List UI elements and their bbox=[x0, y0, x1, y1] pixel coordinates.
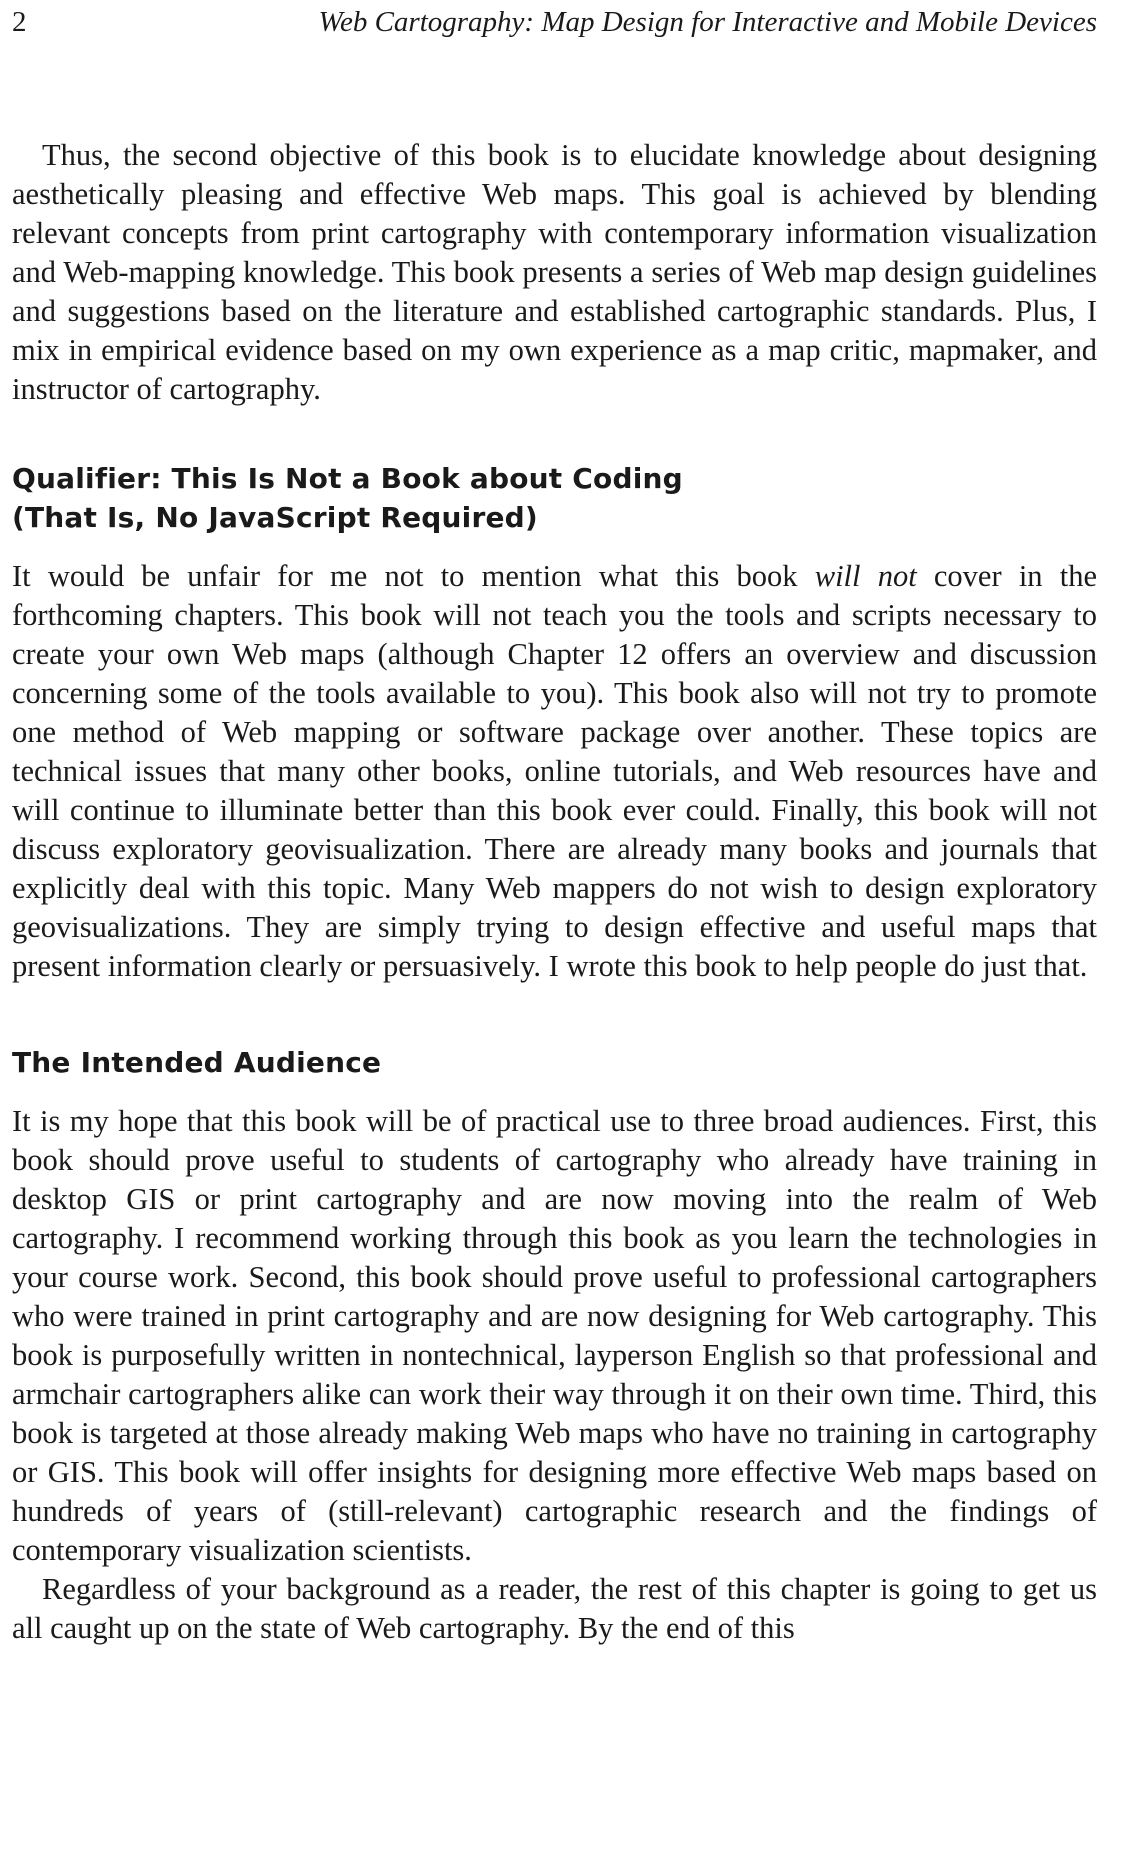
spacer bbox=[12, 537, 1097, 557]
spacer bbox=[12, 986, 1097, 1043]
qualifier-paragraph bbox=[12, 557, 1097, 986]
body-text bbox=[12, 136, 1097, 1648]
section-heading-qualifier bbox=[12, 459, 1097, 537]
book-title: Web Cartography: Map Design for Interactive and Mobile Devices bbox=[318, 6, 1097, 38]
background-paragraph: Regardless of your background as a reader, the rest of this chapter is going to get us all caught up on the state of Web cartography. By the end of this bbox=[12, 1572, 1097, 1645]
running-header bbox=[12, 6, 1097, 46]
qualifier-text-end: cover in the forthcoming chapters. This book will not teach you the tools and scripts necessary to create your own Web maps (although Chapter 12 offers an overview and discussion concerning some of the tools available to you). This book also will not try to promote one method of Web mapping or software package over another. These topics are technical issues that many other books, online tutorials, and Web resources have and will continue to illuminate better than this book ever could. Finally, this book will not discuss exploratory geovisualization. There are already many books and journals that explicitly deal with this topic. Many Web mappers do not wish to design exploratory geovisualizations. They are simply trying to design effective and useful maps that present information clearly or persuasively. I wrote this book to help people do just that. bbox=[12, 559, 1098, 983]
spacer bbox=[12, 409, 1097, 459]
page-number: 2 bbox=[12, 6, 27, 38]
audience-paragraph: It is my hope that this book will be of practical use to three broad audiences. First, this book should prove useful to students of cartography who already have training in desktop GIS or print cartography and are now moving into the realm of Web cartography. I recommend working through this book as you learn the technologies in your course work. Second, this book should prove useful to professional cartographers who were trained in print cartography and are now designing for Web cartography. This book is purposefully written in nontechnical, layperson English so that professional and armchair cartographers alike can work their way through it on their own time. Third, this book is targeted at those already making Web maps who have no training in cartography or GIS. This book will offer insights for designing more effective Web maps based on hundreds of years of (still-relevant) cartographic research and the findings of contemporary visualization scientists. bbox=[12, 1104, 1097, 1567]
qualifier-text-start: It would be unfair for me not to mention what this book bbox=[12, 559, 815, 593]
section-heading-line-2: (That Is, No JavaScript Required) bbox=[12, 501, 538, 534]
objective-paragraph: Thus, the second objective of this book is to elucidate knowledge about designing aesthetically pleasing and effective Web maps. This goal is achieved by blending relevant concepts from print cartography with contemporary information visualization and Web-mapping knowledge. This book presents a series of Web map design guidelines and suggestions based on the literature and established cartographic standards. Plus, I mix in empirical evidence based on my own experience as a map critic, mapmaker, and instructor of cartography. bbox=[12, 138, 1097, 406]
section-heading-audience: The Intended Audience bbox=[12, 1046, 382, 1079]
qualifier-italic-text: will not bbox=[814, 559, 917, 593]
section-heading-line-1: Qualifier: This Is Not a Book about Coding bbox=[12, 462, 683, 495]
spacer bbox=[12, 1082, 1097, 1102]
